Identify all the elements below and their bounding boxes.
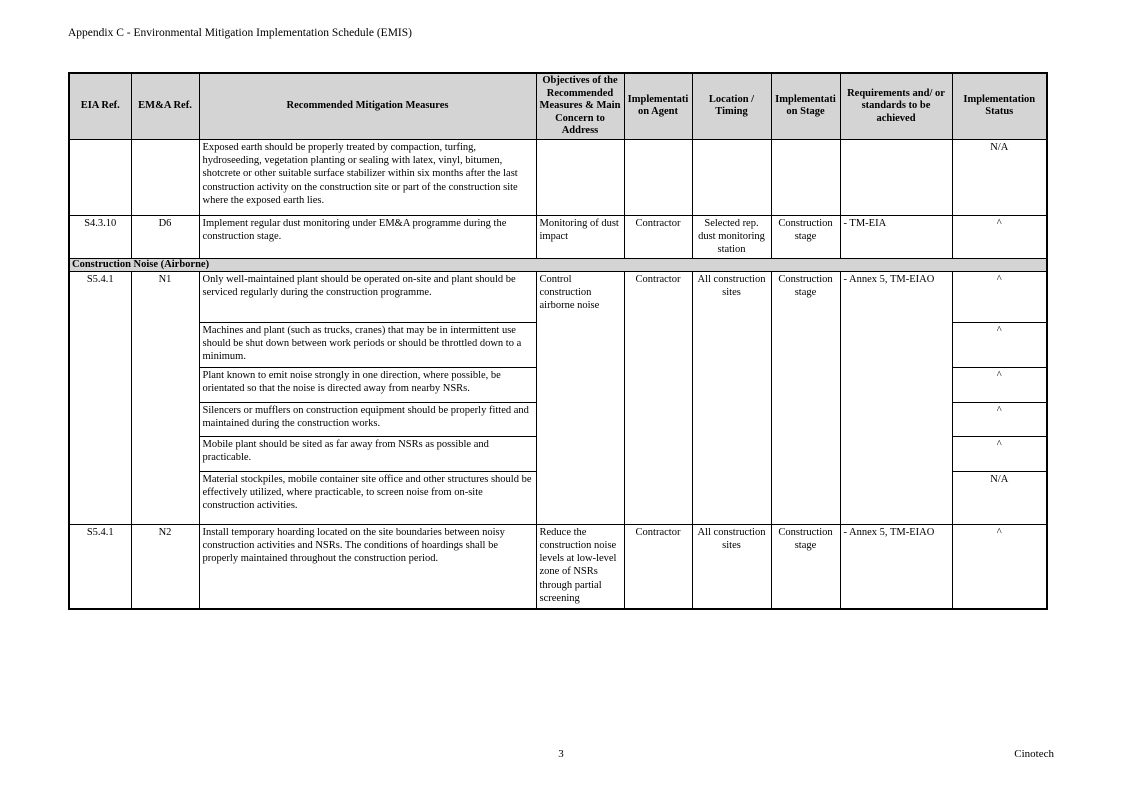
cell-status: ^: [952, 436, 1047, 471]
cell-requirements: - TM-EIA: [840, 215, 952, 258]
schedule-table: [68, 72, 1048, 610]
cell-status: ^: [952, 524, 1047, 609]
cell-location: All construction sites: [692, 271, 771, 524]
cell-measure: Mobile plant should be sited as far away from NSRs as possible and practicable.: [199, 436, 536, 471]
cell-objectives: [536, 139, 624, 215]
cell-measure: Plant known to emit noise strongly in one direction, where possible, be orientated so that the noise is directed away from nearby NSRs.: [199, 367, 536, 402]
cell-stage: Construction stage: [771, 271, 840, 524]
cell-status: ^: [952, 215, 1047, 258]
cell-location: All construction sites: [692, 524, 771, 609]
cell-measure: Exposed earth should be properly treated by compaction, turfing, hydroseeding, vegetation planting or sealing with latex, vinyl, bitumen, shotcrete or other suitable surface stabilizer within six months after the last construction activity on the construction site or part of the construction site where the exposed earth lies.: [199, 139, 536, 215]
page-number: 3: [558, 748, 564, 760]
table-row-continuation: [69, 139, 1047, 215]
cell-objectives: Reduce the construction noise levels at low-level zone of NSRs through partial screening: [536, 524, 624, 609]
cell-stage: Construction stage: [771, 215, 840, 258]
column-header-agent: Implementation Agent: [624, 73, 692, 139]
cell-objectives: Monitoring of dust impact: [536, 215, 624, 258]
cell-status: ^: [952, 322, 1047, 367]
column-header-measures: Recommended Mitigation Measures: [199, 73, 536, 139]
table-row-dust-monitoring: [69, 215, 1047, 258]
schedule-table-container: [68, 72, 1048, 610]
cell-status: ^: [952, 271, 1047, 322]
cell-agent: Contractor: [624, 271, 692, 524]
cell-stage: Construction stage: [771, 524, 840, 609]
cell-measure: Machines and plant (such as trucks, cranes) that may be in intermittent use should be shut down between work periods or should be throttled down to a minimum.: [199, 322, 536, 367]
column-header-requirements: Requirements and/ or standards to be achieved: [840, 73, 952, 139]
cell-eia-ref: S5.4.1: [69, 524, 131, 609]
column-header-stage: Implementation Stage: [771, 73, 840, 139]
cell-eia-ref: S4.3.10: [69, 215, 131, 258]
cell-stage: [771, 139, 840, 215]
cell-measure: Install temporary hoarding located on the site boundaries between noisy construction activities and NSRs. The conditions of hoardings shall be properly maintained throughout the construction period.: [199, 524, 536, 609]
cell-eia-ref: S5.4.1: [69, 271, 131, 524]
cell-ema-ref: [131, 139, 199, 215]
cell-status: N/A: [952, 471, 1047, 524]
cell-status: ^: [952, 402, 1047, 436]
column-header-objectives: Objectives of the Recommended Measures & Main Concern to Address: [536, 73, 624, 139]
company-name: Cinotech: [1014, 748, 1054, 760]
column-header-status: Implementation Status: [952, 73, 1047, 139]
cell-status: N/A: [952, 139, 1047, 215]
column-header-ema-ref: EM&A Ref.: [131, 73, 199, 139]
section-row-construction-noise: [69, 258, 1047, 271]
cell-requirements: [840, 139, 952, 215]
table-row-noise-n2: [69, 524, 1047, 609]
cell-measure: Only well-maintained plant should be operated on-site and plant should be serviced regularly during the construction programme.: [199, 271, 536, 322]
cell-measure: Silencers or mufflers on construction equipment should be properly fitted and maintained during the construction works.: [199, 402, 536, 436]
cell-requirements: - Annex 5, TM-EIAO: [840, 271, 952, 524]
cell-objectives: Control construction airborne noise: [536, 271, 624, 524]
cell-agent: [624, 139, 692, 215]
cell-measure: Material stockpiles, mobile container site office and other structures should be effectively utilized, where practicable, to screen noise from on-site construction activities.: [199, 471, 536, 524]
column-header-location-timing: Location / Timing: [692, 73, 771, 139]
cell-ema-ref: N2: [131, 524, 199, 609]
cell-ema-ref: D6: [131, 215, 199, 258]
cell-location: Selected rep. dust monitoring station: [692, 215, 771, 258]
document-title: Appendix C - Environmental Mitigation Implementation Schedule (EMIS): [68, 27, 412, 39]
cell-location: [692, 139, 771, 215]
cell-agent: Contractor: [624, 524, 692, 609]
cell-measure: Implement regular dust monitoring under EM&A programme during the construction stage.: [199, 215, 536, 258]
cell-agent: Contractor: [624, 215, 692, 258]
cell-status: ^: [952, 367, 1047, 402]
cell-eia-ref: [69, 139, 131, 215]
column-header-eia-ref: EIA Ref.: [69, 73, 131, 139]
cell-requirements: - Annex 5, TM-EIAO: [840, 524, 952, 609]
page-footer: [68, 748, 1054, 764]
table-row-noise-n1-measure-1: [69, 271, 1047, 322]
section-title: Construction Noise (Airborne): [69, 258, 1047, 271]
cell-ema-ref: N1: [131, 271, 199, 524]
table-header-row: [69, 73, 1047, 139]
